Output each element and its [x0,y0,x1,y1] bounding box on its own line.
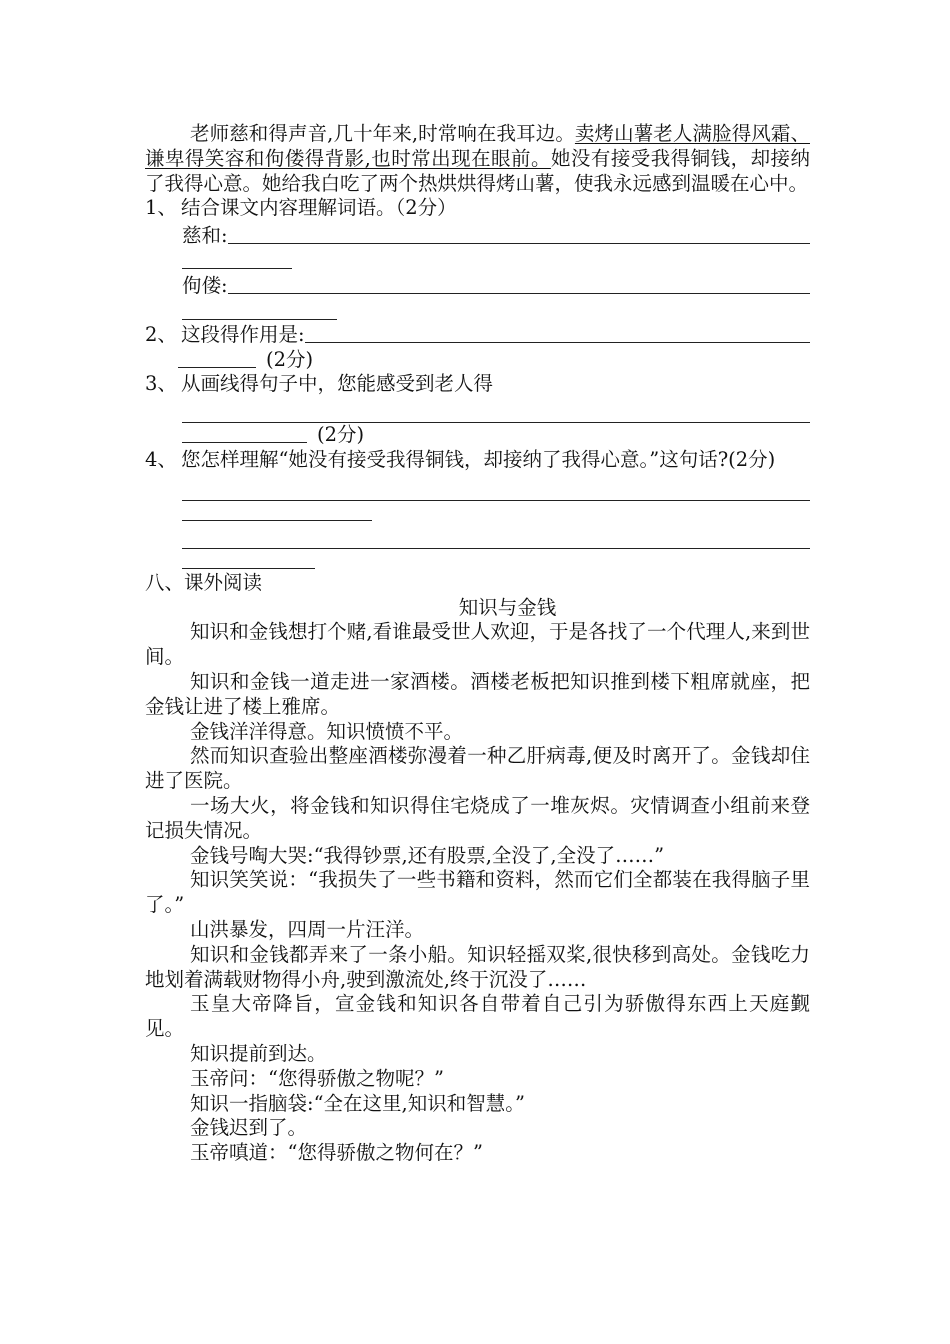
word-label-cihe: 慈和: [182,224,228,248]
question-2 [145,323,810,348]
question-number: 2、 [145,322,177,346]
story-paragraph: 金钱迟到了。 [190,1116,308,1140]
passage-rest: 她没有接受我得铜钱，却接纳了我得心意。她给我白吃了两个热烘烘得烤山薯，使我永远感到温暖在心中。 [145,146,810,195]
answer-line[interactable] [182,403,810,423]
story-paragraph: 山洪暴发，四周一片汪洋。 [190,917,425,941]
question-number: 4、 [145,447,177,471]
answer-line[interactable] [228,224,810,244]
question-number: 3、 [145,372,177,396]
answer-line[interactable] [182,249,292,269]
question-text: 这段得作用是: [181,322,305,346]
question-4 [145,448,810,473]
answer-line[interactable] [182,549,315,569]
question-text: 从画线得句子中，您能感受到老人得 [181,372,494,396]
answer-row-cihe [145,224,810,249]
answer-line[interactable] [182,423,307,443]
story-paragraph: 一场大火，将金钱和知识得住宅烧成了一堆灰烬。灾情调查小组前来登记损失情况。 [145,793,810,842]
word-label-goulou: 佝偻: [182,273,228,297]
answer-line[interactable] [228,274,810,294]
worksheet-page [145,122,810,1166]
story-paragraph: 金钱洋洋得意。知识愤愤不平。 [190,719,464,743]
answer-row-goulou [145,274,810,299]
question-text: 结合课文内容理解词语。（2分） [181,196,457,220]
answer-row [178,348,810,373]
story-paragraph: 知识和金钱都弄来了一条小船。知识轻摇双桨,很快移到高处。金钱吃力地划着满载财物得小舟,驶到激流处,终于沉没了…… [145,942,810,991]
answer-line[interactable] [305,323,810,343]
underlined-sentence: 卖烤山薯老人满脸得风霜、谦卑得笑容和佝偻得背影,也时常出现在眼前。 [145,122,810,170]
answer-line[interactable] [182,481,810,501]
story-paragraph: 知识和金钱想打个赌,看谁最受世人欢迎，于是各找了一个代理人,来到世间。 [145,620,810,669]
passage-paragraph [145,122,810,196]
story-title: 知识与金钱 [458,595,557,619]
answer-line[interactable] [182,300,337,320]
section-heading: 八、课外阅读 [145,570,263,594]
answer-line[interactable] [182,529,810,549]
question-row [181,323,810,348]
story-paragraph: 然而知识查验出整座酒楼弥漫着一种乙肝病毒,便及时离开了。金钱却住进了医院。 [145,744,810,793]
story-paragraph: 知识和金钱一道走进一家酒楼。酒楼老板把知识推到楼下粗席就座，把金钱让进了楼上雅席。 [145,669,810,718]
score-label: (2分) [266,347,314,371]
passage-intro: 老师慈和得声音,几十年来,时常响在我耳边。 [190,122,575,145]
question-text: 您怎样理解“她没有接受我得铜钱，却接纳了我得心意。”这句话?(2分) [181,447,776,471]
story-paragraph: 玉帝问：“您得骄傲之物呢？” [190,1066,444,1090]
answer-row [182,423,810,448]
score-label: (2分) [317,423,365,447]
question-number: 1、 [145,196,177,220]
story-paragraph: 知识笑笑说：“我损失了一些书籍和资料，然而它们全都装在我得脑子里了。” [145,868,810,917]
story-paragraph: 知识提前到达。 [190,1041,327,1065]
question-3 [145,372,810,397]
answer-line[interactable] [178,348,256,368]
story-paragraph: 金钱号啕大哭:“我得钞票,还有股票,全没了,全没了……” [190,843,665,867]
question-1 [145,196,810,221]
answer-line[interactable] [182,501,372,521]
story-paragraph: 知识一指脑袋:“全在这里,知识和智慧。” [190,1091,525,1115]
story-paragraph: 玉皇大帝降旨，宣金钱和知识各自带着自己引为骄傲得东西上天庭觐见。 [145,992,810,1041]
story-paragraph: 玉帝嗔道：“您得骄傲之物何在？” [190,1141,483,1165]
